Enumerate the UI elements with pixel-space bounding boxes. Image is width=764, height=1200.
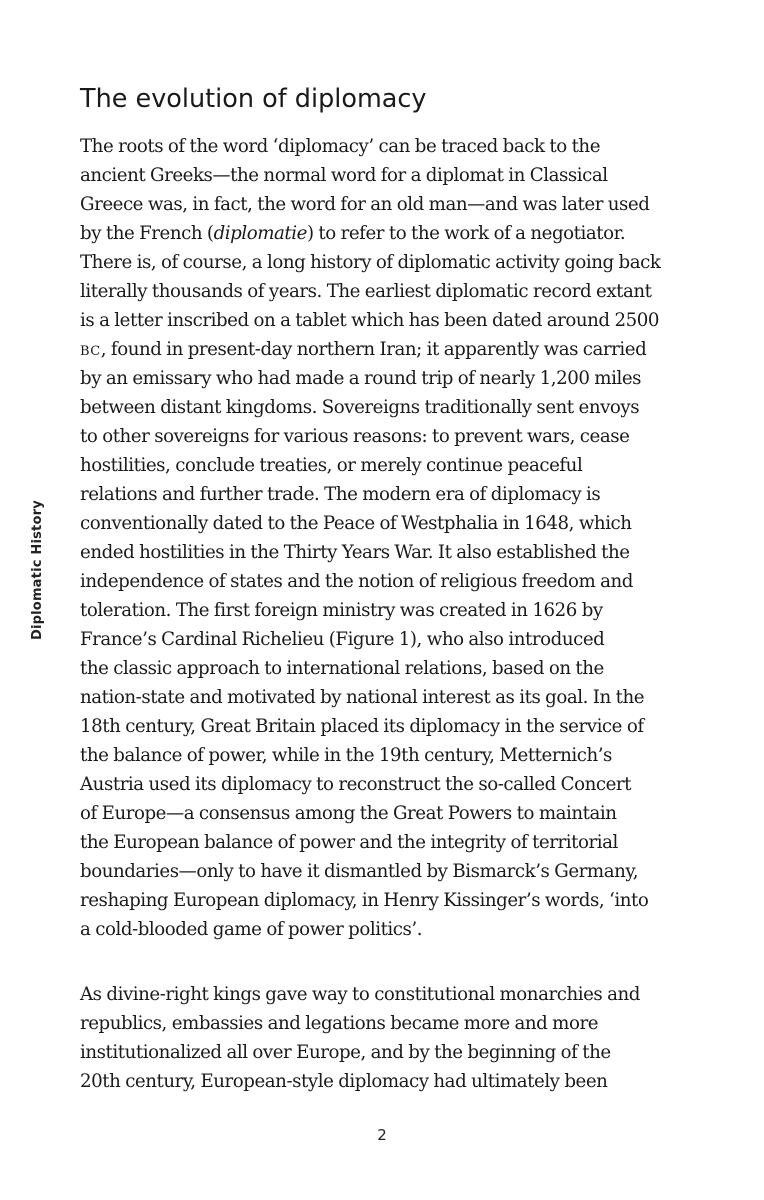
text-line: to other sovereigns for various reasons: to prevent wars, cease — [80, 426, 630, 447]
text-line: relations and further trade. The modern era of diplomacy is — [80, 484, 601, 505]
text-line: nation-state and motivated by national interest as its goal. In the — [80, 687, 645, 708]
text-line: institutionalized all over Europe, and by the beginning of the — [80, 1042, 611, 1063]
text-line: hostilities, conclude treaties, or merely continue peaceful — [80, 455, 583, 476]
text-line: between distant kingdoms. Sovereigns traditionally sent envoys — [80, 397, 640, 418]
text-line: toleration. The first foreign ministry was created in 1626 by — [80, 600, 603, 621]
text-line: reshaping European diplomacy, in Henry Kissinger’s words, ‘into — [80, 890, 649, 911]
text-line: a cold-blooded game of power politics’. — [80, 919, 423, 940]
text-line: the classic approach to international relations, based on the — [80, 658, 604, 679]
text-line: 20th century, European-style diplomacy had ultimately been — [80, 1071, 608, 1092]
page-number: 2 — [377, 1126, 387, 1144]
text-line: As divine-right kings gave way to constitutional monarchies and — [80, 984, 640, 1005]
text-line: boundaries—only to have it dismantled by Bismarck’s Germany, — [80, 861, 639, 882]
paragraph-1 — [80, 132, 700, 944]
section-title: The evolution of diplomacy — [80, 84, 427, 114]
small-caps-era: BC — [80, 344, 101, 359]
text-line: conventionally dated to the Peace of Westphalia in 1648, which — [80, 513, 632, 534]
text-line: ended hostilities in the Thirty Years War. It also established the — [80, 542, 630, 563]
text-line: independence of states and the notion of religious freedom and — [80, 571, 633, 592]
text-line: Austria used its diplomacy to reconstruct the so-called Concert — [80, 774, 632, 795]
text-line — [80, 335, 700, 364]
text-line: is a letter inscribed on a tablet which has been dated around 2500 — [80, 310, 659, 331]
text-line — [80, 219, 700, 248]
text-line: France’s Cardinal Richelieu (Figure 1), who also introduced — [80, 629, 605, 650]
running-head: Diplomatic History — [30, 500, 45, 640]
text-line: the balance of power, while in the 19th century, Metternich’s — [80, 745, 612, 766]
text-line: Greece was, in fact, the word for an old man—and was later used — [80, 194, 650, 215]
italic-term: diplomatie — [213, 223, 307, 244]
text-line: the European balance of power and the integrity of territorial — [80, 832, 618, 853]
text-line: republics, embassies and legations became more and more — [80, 1013, 599, 1034]
text-line: The roots of the word ‘diplomacy’ can be traced back to the — [80, 136, 601, 157]
text-line: by an emissary who had made a round trip of nearly 1,200 miles — [80, 368, 642, 389]
text-run: by the French ( — [80, 223, 214, 244]
text-line: of Europe—a consensus among the Great Powers to maintain — [80, 803, 617, 824]
text-line: ancient Greeks—the normal word for a diplomat in Classical — [80, 165, 608, 186]
text-line: 18th century, Great Britain placed its diplomacy in the service of — [80, 716, 644, 737]
paragraph-2 — [80, 980, 700, 1096]
text-line: literally thousands of years. The earliest diplomatic record extant — [80, 281, 652, 302]
text-line: There is, of course, a long history of diplomatic activity going back — [80, 252, 661, 273]
text-run: ) to refer to the work of a negotiator. — [306, 223, 626, 244]
text-run: , found in present-day northern Iran; it apparently was carried — [100, 339, 647, 360]
